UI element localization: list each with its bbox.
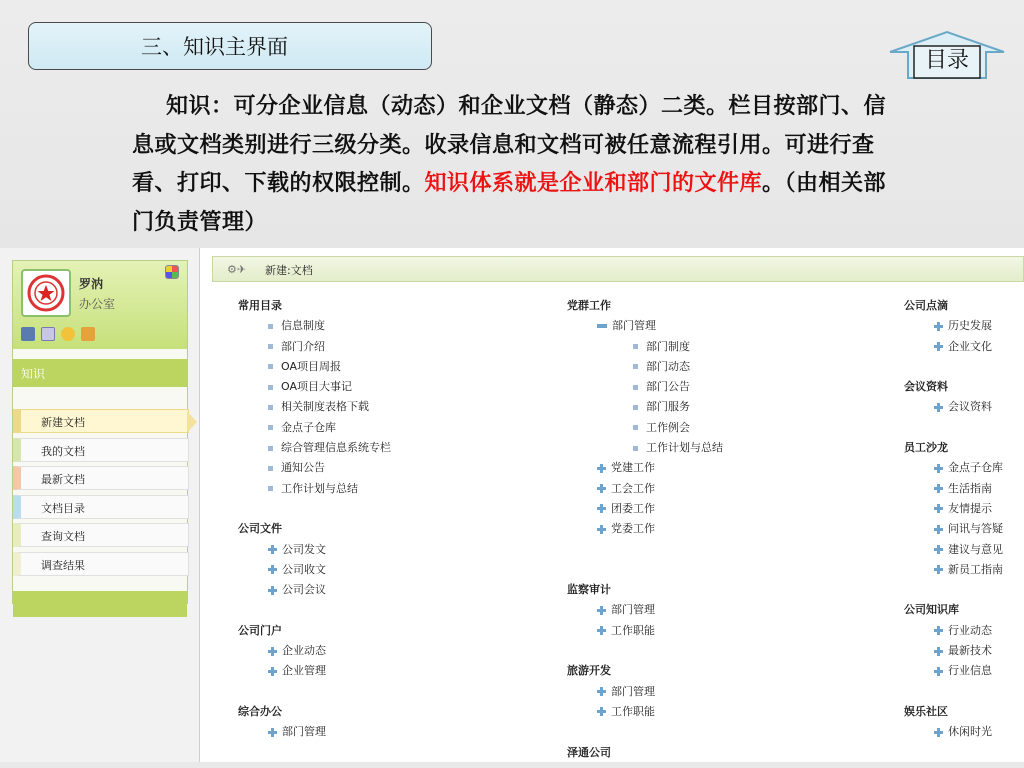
catalog-link[interactable]: 建议与意见	[904, 540, 1003, 560]
bullet-icon	[268, 446, 273, 451]
main-content	[212, 248, 1024, 768]
category-title: 公司文件	[238, 522, 282, 536]
category-title: 综合办公	[238, 704, 282, 718]
catalog-link[interactable]: 新员工指南	[904, 560, 1003, 580]
category-title: 公司门户	[238, 623, 282, 637]
org-chart-icon[interactable]	[81, 327, 95, 341]
plus-icon	[934, 647, 943, 656]
plus-icon	[597, 707, 606, 716]
section-header: 知识	[13, 359, 187, 387]
category-title: 泽通公司	[567, 745, 611, 759]
active-arrow	[187, 411, 197, 433]
user-department: 办公室	[79, 297, 116, 311]
catalog-link[interactable]: 团委工作	[567, 499, 723, 519]
bullet-icon	[268, 324, 273, 329]
bullet-icon	[633, 405, 638, 410]
catalog-link-expanded[interactable]: 部门管理	[567, 316, 723, 336]
category-title: 娱乐社区	[904, 704, 948, 718]
plus-icon	[934, 626, 943, 635]
menu-item-survey-results[interactable]: 调查结果	[13, 552, 189, 576]
gear-icon: ⚙✈	[227, 263, 247, 276]
slide-header	[0, 0, 1024, 248]
plus-icon	[934, 322, 943, 331]
menu-item-doc-catalog[interactable]: 文档目录	[13, 495, 189, 519]
catalog-link[interactable]: 公司发文	[238, 540, 391, 560]
plus-icon	[934, 504, 943, 513]
category-title: 员工沙龙	[904, 441, 948, 455]
catalog-link[interactable]: 部门管理	[238, 722, 391, 742]
catalog-link[interactable]: 部门管理	[567, 600, 723, 620]
catalog-link[interactable]: 部门管理	[567, 682, 723, 702]
plus-icon	[934, 484, 943, 493]
bullet-icon	[268, 486, 273, 491]
category-title: 党群工作	[567, 299, 611, 312]
plus-icon	[934, 667, 943, 676]
catalog-link[interactable]: 会议资料	[904, 397, 1003, 417]
catalog-link[interactable]: 公司会议	[238, 580, 391, 600]
catalog-link[interactable]: 工作计划与总结	[238, 479, 391, 499]
catalog-link[interactable]: 党委工作	[567, 519, 723, 539]
bullet-icon	[633, 385, 638, 390]
sidebar	[0, 248, 200, 768]
bullet-icon	[633, 425, 638, 430]
catalog-column-3	[904, 296, 1003, 743]
category-title: 会议资料	[904, 380, 948, 394]
category-title: 公司知识库	[904, 603, 959, 617]
catalog-link[interactable]: 信息制度	[238, 316, 391, 336]
toc-label: 目录	[924, 48, 969, 73]
breadcrumb-label: 新建:文档	[265, 264, 313, 277]
catalog-link[interactable]: 行业信息	[904, 661, 1003, 681]
category-title: 旅游开发	[567, 664, 611, 678]
catalog-sublink[interactable]: 部门服务	[567, 397, 723, 417]
intro-text-2: 。（由相关部门负责管理）	[132, 171, 887, 235]
plus-icon	[934, 545, 943, 554]
intro-text-1: 知识：可分企业信息（动态）和企业文档（静态）二类。栏目按部门、信息或文档类别进行三级分类。收录信息和文档可被任意流程引用。可进行查看、打印、下载的权限控制。	[132, 94, 887, 196]
catalog-link[interactable]: OA项目大事记	[238, 377, 391, 397]
catalog-sublink[interactable]: 部门制度	[567, 337, 723, 357]
plus-icon	[597, 687, 606, 696]
bullet-icon	[268, 344, 273, 349]
catalog-link[interactable]: 工会工作	[567, 479, 723, 499]
catalog-link[interactable]: 问讯与答疑	[904, 519, 1003, 539]
plus-icon	[268, 586, 277, 595]
sidebar-menu	[13, 409, 189, 580]
catalog-link[interactable]: 党建工作	[567, 458, 723, 478]
menu-item-my-docs[interactable]: 我的文档	[13, 438, 189, 462]
catalog-link[interactable]: 企业文化	[904, 337, 1003, 357]
sidebar-footer	[13, 591, 187, 617]
toc-button[interactable]	[888, 30, 1006, 80]
menu-item-search-docs[interactable]: 查询文档	[13, 523, 189, 547]
intro-paragraph	[132, 88, 892, 242]
catalog-link[interactable]: 工作职能	[567, 621, 723, 641]
bullet-icon	[633, 446, 638, 451]
plus-icon	[597, 484, 606, 493]
catalog-link[interactable]: 工作职能	[567, 702, 723, 722]
catalog-link[interactable]: 部门介绍	[238, 337, 391, 357]
breadcrumb	[212, 256, 1024, 282]
plus-icon	[597, 464, 606, 473]
plus-icon	[597, 626, 606, 635]
bullet-icon	[268, 364, 273, 369]
catalog-link[interactable]: 相关制度表格下载	[238, 397, 391, 417]
lock-icon[interactable]	[61, 327, 75, 341]
book-icon[interactable]	[21, 327, 35, 341]
bullet-icon	[268, 466, 273, 471]
catalog-sublink[interactable]: 部门动态	[567, 357, 723, 377]
catalog-sublink[interactable]: 工作例会	[567, 418, 723, 438]
party-emblem-icon	[27, 274, 65, 312]
plus-icon	[934, 565, 943, 574]
slide-title: 三、知识主界面	[28, 22, 432, 70]
catalog-link[interactable]: 最新技术	[904, 641, 1003, 661]
minus-icon	[597, 324, 607, 328]
plus-icon	[268, 647, 277, 656]
edit-icon[interactable]	[41, 327, 55, 341]
plus-icon	[268, 545, 277, 554]
catalog-link[interactable]: 生活指南	[904, 479, 1003, 499]
plus-icon	[934, 403, 943, 412]
plus-icon	[597, 504, 606, 513]
bullet-icon	[633, 364, 638, 369]
catalog-link[interactable]: 友情提示	[904, 499, 1003, 519]
intro-highlight: 知识体系就是企业和部门的文件库	[424, 171, 763, 196]
catalog-column-1	[238, 296, 391, 743]
user-name: 罗汭	[79, 277, 104, 291]
plus-icon	[934, 342, 943, 351]
tool-icons	[21, 327, 95, 341]
bullet-icon	[268, 405, 273, 410]
catalog-link[interactable]: 综合管理信息系统专栏	[238, 438, 391, 458]
catalog-link[interactable]: 企业动态	[238, 641, 391, 661]
plus-icon	[597, 606, 606, 615]
category-title: 监察审计	[567, 583, 611, 597]
bullet-icon	[268, 425, 273, 430]
plus-icon	[934, 464, 943, 473]
catalog-link[interactable]: 企业管理	[238, 661, 391, 681]
catalog-link[interactable]: 休闲时光	[904, 722, 1003, 742]
plus-icon	[268, 728, 277, 737]
catalog-sublink[interactable]: 部门公告	[567, 377, 723, 397]
bullet-icon	[633, 344, 638, 349]
plus-icon	[268, 565, 277, 574]
catalog-link[interactable]: 通知公告	[238, 458, 391, 478]
user-card	[13, 261, 187, 349]
plus-icon	[934, 525, 943, 534]
bullet-icon	[268, 385, 273, 390]
category-title: 常用目录	[238, 299, 282, 312]
catalog-link[interactable]: 金点子仓库	[904, 458, 1003, 478]
menu-item-new-doc[interactable]: 新建文档	[13, 409, 189, 433]
catalog-sublink[interactable]: 工作计划与总结	[567, 438, 723, 458]
oa-app	[0, 248, 1024, 768]
catalog-link[interactable]: 历史发展	[904, 316, 1003, 336]
catalog-link[interactable]: 公司收文	[238, 560, 391, 580]
plus-icon	[934, 728, 943, 737]
menu-item-latest-docs[interactable]: 最新文档	[13, 466, 189, 490]
bottom-strip	[0, 762, 1024, 768]
plus-icon	[597, 525, 606, 534]
catalog-link[interactable]: 金点子仓库	[238, 418, 391, 438]
category-title: 公司点滴	[904, 299, 948, 312]
catalog-column-2	[567, 296, 723, 763]
sidebar-panel	[12, 260, 188, 604]
theme-icon[interactable]	[165, 265, 179, 279]
catalog-link[interactable]: OA项目周报	[238, 357, 391, 377]
plus-icon	[268, 667, 277, 676]
catalog-link[interactable]: 行业动态	[904, 621, 1003, 641]
avatar[interactable]	[21, 269, 71, 317]
